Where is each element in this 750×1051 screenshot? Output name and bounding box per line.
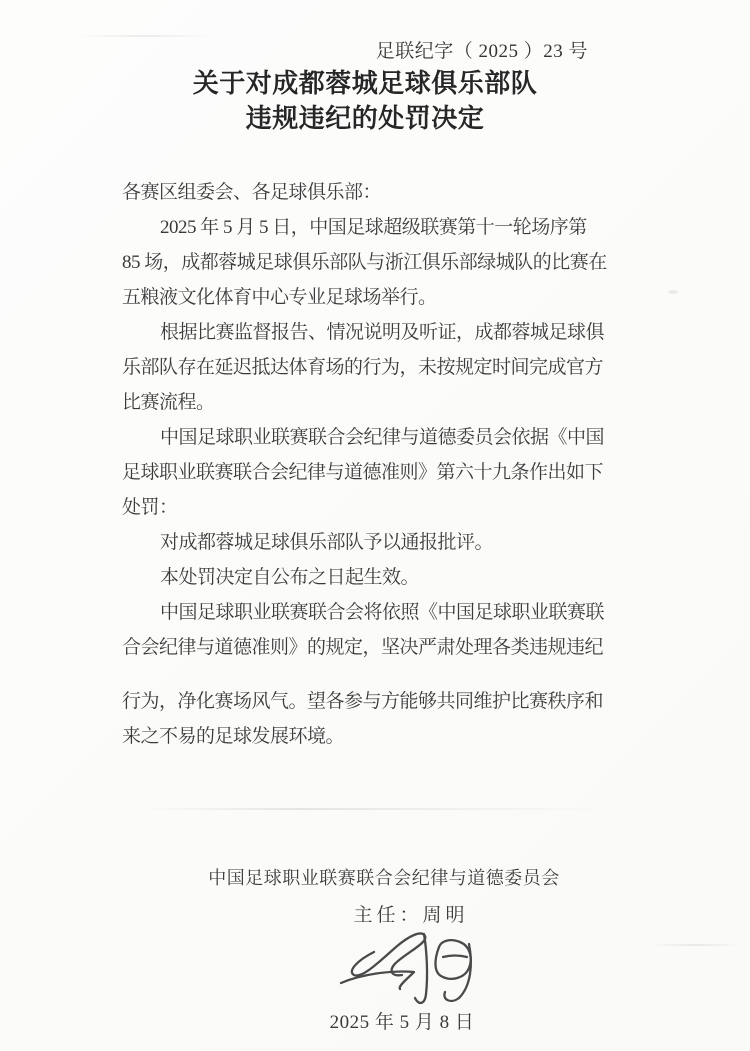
body-line: 来之不易的足球发展环境。 xyxy=(122,726,345,747)
body-line: 乐部队存在延迟抵达体育场的行为，未按规定时间完成官方 xyxy=(122,357,604,378)
body-line: 85 场，成都蓉城足球俱乐部队与浙江俱乐部绿城队的比赛在 xyxy=(122,252,607,273)
signer-line: 主任：周明 xyxy=(353,905,469,926)
scan-smudge xyxy=(668,290,678,294)
body-line: 根据比赛监督报告、情况说明及听证，成都蓉城足球俱 xyxy=(160,322,605,343)
handwritten-signature-zhou-ming xyxy=(338,924,480,1008)
committee-name: 中国足球职业联赛联合会纪律与道德委员会 xyxy=(208,868,560,888)
doc-title-line-2: 违规违纪的处罚决定 xyxy=(245,104,485,133)
body-line: 比赛流程。 xyxy=(122,392,215,413)
body-line: 合会纪律与道德准则》的规定，坚决严肃处理各类违规违纪 xyxy=(122,637,604,658)
scan-streak xyxy=(648,944,743,946)
body-line: 对成都蓉城足球俱乐部队予以通报批评。 xyxy=(160,532,494,553)
doc-number: 足联纪字（ 2025 ）23 号 xyxy=(375,41,588,62)
scan-streak xyxy=(140,808,620,810)
body-line: 2025 年 5 月 5 日，中国足球超级联赛第十一轮场序第 xyxy=(160,217,587,238)
doc-title-line-1: 关于对成都蓉城足球俱乐部队 xyxy=(192,69,538,98)
body-line: 本处罚决定自公布之日起生效。 xyxy=(160,567,420,588)
doc-date: 2025 年 5 月 8 日 xyxy=(329,1012,475,1033)
doc-body xyxy=(122,175,622,754)
body-line: 行为，净化赛场风气。望各参与方能够共同维护比赛秩序和 xyxy=(122,691,604,712)
doc-title xyxy=(0,66,730,136)
body-line: 五粮液文化体育中心专业足球场举行。 xyxy=(122,287,437,308)
salutation-line: 各赛区组委会、各足球俱乐部： xyxy=(122,182,382,203)
scan-streak xyxy=(75,35,215,37)
signature-image xyxy=(338,924,480,1008)
body-line: 中国足球职业联赛联合会将依照《中国足球职业联赛联 xyxy=(160,602,605,623)
body-line: 处罚： xyxy=(122,497,178,518)
body-line: 中国足球职业联赛联合会纪律与道德委员会依据《中国 xyxy=(160,427,605,448)
body-line: 足球职业联赛联合会纪律与道德准则》第六十九条作出如下 xyxy=(122,462,604,483)
